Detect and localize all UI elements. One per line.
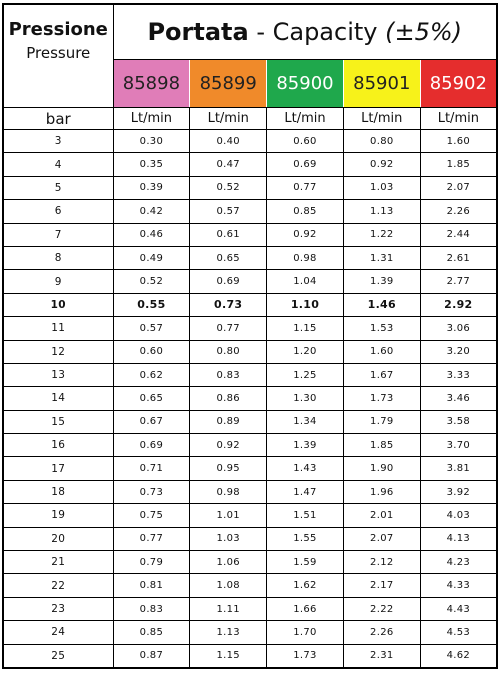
flow-value: 1.55	[267, 527, 344, 550]
flow-value: 2.92	[420, 293, 497, 316]
flow-value: 0.73	[113, 480, 190, 503]
flow-value: 0.83	[190, 363, 267, 386]
pressure-label-english: Pressure	[26, 44, 91, 62]
flow-value: 4.03	[420, 504, 497, 527]
pressure-value: 16	[3, 434, 113, 457]
flow-value: 2.07	[420, 176, 497, 199]
flow-value: 0.40	[190, 130, 267, 153]
table-row	[3, 574, 497, 597]
flow-value: 2.31	[343, 644, 420, 668]
flow-value: 4.33	[420, 574, 497, 597]
table-row	[3, 200, 497, 223]
table-row	[3, 363, 497, 386]
flow-value: 0.83	[113, 597, 190, 620]
flow-value: 4.53	[420, 621, 497, 644]
flow-value: 1.15	[267, 317, 344, 340]
flow-value: 1.10	[267, 293, 344, 316]
pressure-value: 19	[3, 504, 113, 527]
flow-value: 1.67	[343, 363, 420, 386]
flow-value: 0.81	[113, 574, 190, 597]
table-row	[3, 597, 497, 620]
table-row	[3, 621, 497, 644]
flow-value: 3.20	[420, 340, 497, 363]
flow-value: 0.71	[113, 457, 190, 480]
flow-value: 0.95	[190, 457, 267, 480]
flow-value: 0.92	[190, 434, 267, 457]
table-row	[3, 434, 497, 457]
flow-value: 0.77	[267, 176, 344, 199]
flow-value: 0.55	[113, 293, 190, 316]
capacity-table-sheet	[2, 3, 496, 694]
flow-value: 0.89	[190, 410, 267, 433]
flow-value: 0.92	[343, 153, 420, 176]
pressure-value: 14	[3, 387, 113, 410]
table-row	[3, 130, 497, 153]
table-row	[3, 340, 497, 363]
flow-unit: Lt/min	[113, 108, 190, 130]
flow-value: 1.79	[343, 410, 420, 433]
flow-value: 1.13	[343, 200, 420, 223]
flow-value: 0.98	[267, 246, 344, 269]
flow-value: 0.60	[267, 130, 344, 153]
capacity-title-separator: -	[248, 18, 273, 47]
product-code-85898: 85898	[113, 60, 190, 108]
flow-value: 1.96	[343, 480, 420, 503]
flow-value: 0.57	[113, 317, 190, 340]
product-code-85900: 85900	[267, 60, 344, 108]
flow-value: 0.62	[113, 363, 190, 386]
flow-value: 4.62	[420, 644, 497, 668]
table-row	[3, 527, 497, 550]
pressure-value: 20	[3, 527, 113, 550]
capacity-title-english: Capacity	[272, 18, 386, 47]
flow-value: 3.46	[420, 387, 497, 410]
product-code-85899: 85899	[190, 60, 267, 108]
flow-value: 0.69	[190, 270, 267, 293]
capacity-tolerance: (±5%)	[385, 18, 463, 47]
table-row	[3, 644, 497, 668]
flow-value: 2.17	[343, 574, 420, 597]
flow-value: 3.33	[420, 363, 497, 386]
pressure-value: 11	[3, 317, 113, 340]
flow-value: 0.39	[113, 176, 190, 199]
pressure-value: 22	[3, 574, 113, 597]
flow-value: 2.44	[420, 223, 497, 246]
table-row	[3, 153, 497, 176]
units-row	[3, 108, 497, 130]
flow-value: 1.66	[267, 597, 344, 620]
pressure-value: 13	[3, 363, 113, 386]
flow-value: 1.03	[190, 527, 267, 550]
flow-value: 1.11	[190, 597, 267, 620]
flow-unit: Lt/min	[343, 108, 420, 130]
table-row	[3, 457, 497, 480]
flow-value: 0.57	[190, 200, 267, 223]
table-row	[3, 293, 497, 316]
flow-value: 3.81	[420, 457, 497, 480]
flow-value: 0.61	[190, 223, 267, 246]
flow-value: 0.87	[113, 644, 190, 668]
flow-value: 2.12	[343, 551, 420, 574]
flow-value: 0.69	[113, 434, 190, 457]
flow-value: 0.73	[190, 293, 267, 316]
pressure-label-italian: Pressione	[8, 19, 108, 40]
flow-value: 0.52	[190, 176, 267, 199]
flow-value: 1.73	[267, 644, 344, 668]
pressure-header-cell	[3, 4, 113, 108]
table-row	[3, 246, 497, 269]
flow-value: 1.46	[343, 293, 420, 316]
flow-value: 1.01	[190, 504, 267, 527]
pressure-value: 5	[3, 176, 113, 199]
pressure-value: 10	[3, 293, 113, 316]
flow-value: 0.52	[113, 270, 190, 293]
flow-value: 0.85	[113, 621, 190, 644]
flow-value: 1.04	[267, 270, 344, 293]
table-row	[3, 480, 497, 503]
pressure-value: 12	[3, 340, 113, 363]
flow-value: 1.22	[343, 223, 420, 246]
flow-value: 0.98	[190, 480, 267, 503]
flow-value: 0.67	[113, 410, 190, 433]
flow-value: 3.58	[420, 410, 497, 433]
flow-value: 1.08	[190, 574, 267, 597]
flow-value: 0.85	[267, 200, 344, 223]
flow-value: 1.34	[267, 410, 344, 433]
flow-unit: Lt/min	[190, 108, 267, 130]
pressure-value: 6	[3, 200, 113, 223]
pressure-unit: bar	[3, 108, 113, 130]
flow-value: 1.73	[343, 387, 420, 410]
pressure-value: 21	[3, 551, 113, 574]
flow-value: 1.43	[267, 457, 344, 480]
flow-value: 1.60	[343, 340, 420, 363]
flow-value: 0.65	[190, 246, 267, 269]
flow-value: 3.92	[420, 480, 497, 503]
flow-value: 1.31	[343, 246, 420, 269]
pressure-value: 18	[3, 480, 113, 503]
flow-unit: Lt/min	[267, 108, 344, 130]
flow-value: 1.13	[190, 621, 267, 644]
capacity-table	[2, 3, 498, 669]
flow-value: 0.86	[190, 387, 267, 410]
flow-value: 2.26	[343, 621, 420, 644]
table-row	[3, 504, 497, 527]
flow-value: 1.85	[343, 434, 420, 457]
header-row-title	[3, 4, 497, 60]
flow-value: 0.49	[113, 246, 190, 269]
flow-value: 1.03	[343, 176, 420, 199]
flow-value: 2.61	[420, 246, 497, 269]
flow-value: 1.90	[343, 457, 420, 480]
pressure-value: 9	[3, 270, 113, 293]
flow-value: 1.30	[267, 387, 344, 410]
product-code-85902: 85902	[420, 60, 497, 108]
flow-value: 1.60	[420, 130, 497, 153]
capacity-title-italian: Portata	[147, 18, 249, 47]
pressure-value: 17	[3, 457, 113, 480]
flow-value: 1.25	[267, 363, 344, 386]
flow-value: 0.92	[267, 223, 344, 246]
flow-value: 0.80	[190, 340, 267, 363]
flow-value: 0.65	[113, 387, 190, 410]
table-row	[3, 410, 497, 433]
flow-value: 4.13	[420, 527, 497, 550]
flow-value: 0.35	[113, 153, 190, 176]
flow-value: 0.60	[113, 340, 190, 363]
flow-value: 0.75	[113, 504, 190, 527]
flow-value: 1.85	[420, 153, 497, 176]
flow-value: 0.80	[343, 130, 420, 153]
table-row	[3, 223, 497, 246]
flow-value: 0.42	[113, 200, 190, 223]
flow-value: 0.47	[190, 153, 267, 176]
flow-value: 1.15	[190, 644, 267, 668]
flow-value: 4.43	[420, 597, 497, 620]
flow-value: 1.53	[343, 317, 420, 340]
flow-value: 3.70	[420, 434, 497, 457]
flow-value: 2.01	[343, 504, 420, 527]
pressure-value: 25	[3, 644, 113, 668]
flow-value: 1.51	[267, 504, 344, 527]
flow-value: 0.30	[113, 130, 190, 153]
flow-value: 0.79	[113, 551, 190, 574]
pressure-value: 7	[3, 223, 113, 246]
flow-value: 0.69	[267, 153, 344, 176]
flow-value: 1.39	[343, 270, 420, 293]
table-row	[3, 387, 497, 410]
flow-unit: Lt/min	[420, 108, 497, 130]
table-row	[3, 270, 497, 293]
flow-value: 0.77	[190, 317, 267, 340]
pressure-value: 23	[3, 597, 113, 620]
capacity-title	[113, 4, 497, 60]
flow-value: 1.06	[190, 551, 267, 574]
pressure-value: 15	[3, 410, 113, 433]
pressure-value: 8	[3, 246, 113, 269]
flow-value: 2.77	[420, 270, 497, 293]
pressure-value: 3	[3, 130, 113, 153]
flow-value: 1.62	[267, 574, 344, 597]
table-row	[3, 551, 497, 574]
flow-value: 1.20	[267, 340, 344, 363]
flow-value: 2.26	[420, 200, 497, 223]
flow-value: 3.06	[420, 317, 497, 340]
flow-value: 0.77	[113, 527, 190, 550]
pressure-value: 24	[3, 621, 113, 644]
flow-value: 1.59	[267, 551, 344, 574]
flow-value: 1.70	[267, 621, 344, 644]
flow-value: 0.46	[113, 223, 190, 246]
flow-value: 1.47	[267, 480, 344, 503]
product-code-85901: 85901	[343, 60, 420, 108]
table-row	[3, 317, 497, 340]
table-row	[3, 176, 497, 199]
pressure-value: 4	[3, 153, 113, 176]
flow-value: 4.23	[420, 551, 497, 574]
flow-value: 1.39	[267, 434, 344, 457]
flow-value: 2.22	[343, 597, 420, 620]
flow-value: 2.07	[343, 527, 420, 550]
